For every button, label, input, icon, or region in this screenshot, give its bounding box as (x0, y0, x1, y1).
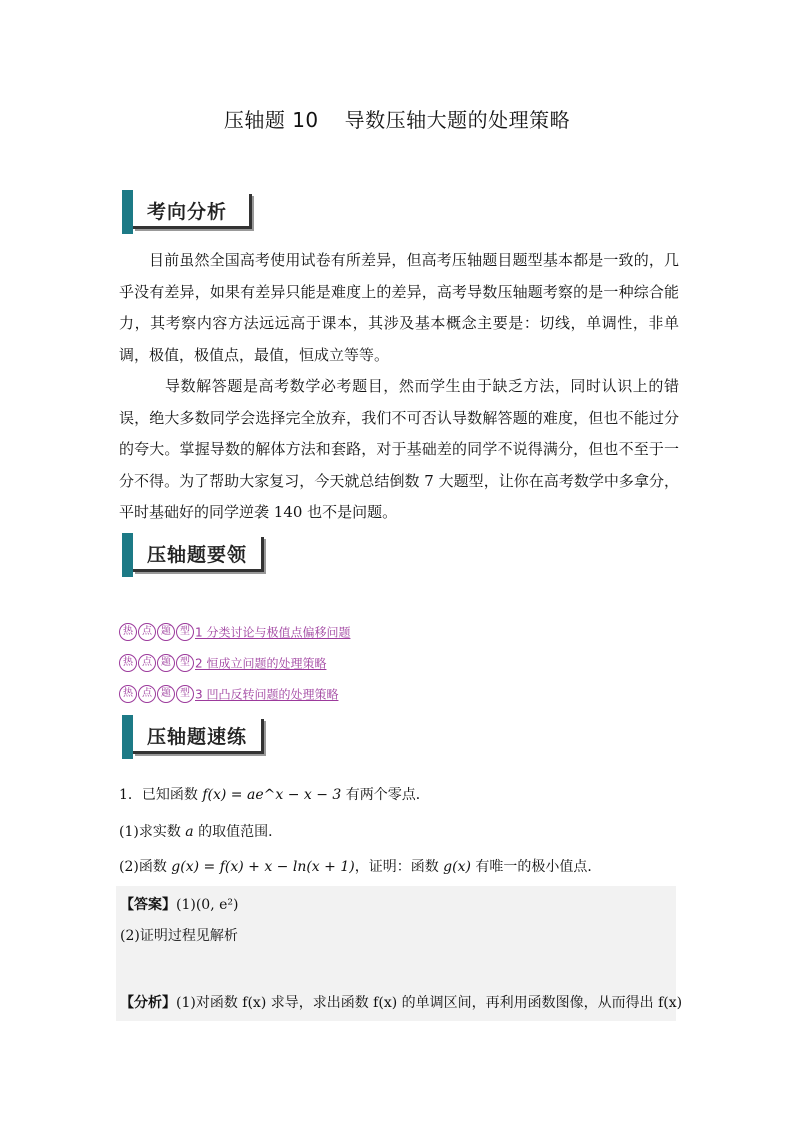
banner-bar (122, 533, 133, 577)
answer-row (120, 894, 238, 914)
answer-value: (1)(0, e²) (176, 897, 239, 913)
question-line-1 (119, 784, 430, 804)
banner-bar (122, 190, 133, 234)
question-line-2 (119, 821, 282, 841)
question-text: (2)函数 (119, 859, 172, 875)
hot-char: 题 (157, 654, 175, 672)
hot-topic-link-1[interactable] (119, 623, 350, 641)
hot-char: 型 (176, 654, 194, 672)
banner-bar (122, 715, 133, 759)
question-line-3 (119, 856, 601, 876)
math-formula: g(x) = f(x) + x − ln(x + 1) (171, 859, 355, 875)
hot-char: 热 (119, 623, 137, 641)
hot-topic-link-2[interactable] (119, 654, 326, 672)
hot-char: 点 (138, 685, 156, 703)
title-part1: 压轴题 10 (223, 108, 319, 132)
answer-line-2: (2)证明过程见解析 (120, 928, 238, 944)
math-formula: g(x) (443, 859, 471, 875)
hot-topic-link-3[interactable] (119, 685, 338, 703)
analysis-label: 【分析】 (120, 995, 176, 1011)
hot-char: 热 (119, 685, 137, 703)
math-formula: f(x) = ae^x − x − 3 (202, 787, 342, 803)
intro-text (119, 245, 679, 529)
math-variable: a (185, 824, 194, 840)
banner-label: 压轴题要领 (147, 544, 248, 566)
hot-topic-text[interactable]: 3 凹凸反转问题的处理策略 (195, 687, 339, 702)
question-text: (1)求实数 (119, 824, 186, 840)
intro-paragraph-2: 导数解答题是高考数学必考题目，然而学生由于缺乏方法，同时认识上的错误，绝大多数同学会选择完全放弃，我们不可否认导数解答题的难度，但也不能过分的夸大。掌握导数的解体方法和套路，对于基础差的同学不说得满分，但也不至于一分不得。为了帮助大家复习，今天就总结倒数 7 大题型，让你在高考数学中多拿分，平时基础好的同学逆袭 140 也不是问题。 (119, 377, 679, 521)
intro-paragraph-1: 目前虽然全国高考使用试卷有所差异，但高考压轴题目题型基本都是一致的，几乎没有差异，如果有差异只能是难度上的差异，高考导数压轴题考察的是一种综合能力，其考察内容方法远远高于课本，其涉及基本概念主要是：切线，单调性，非单调，极值，极值点，最值，恒成立等等。 (119, 251, 679, 364)
analysis-text: (1)对函数 f(x) 求导，求出函数 f(x) 的单调区间，再利用函数图像，从而得出 f(x) (176, 995, 683, 1011)
question-text: 有唯一的极小值点． (470, 859, 602, 875)
question-text: 有两个零点． (341, 787, 430, 803)
banner-box (133, 719, 264, 754)
banner-box (133, 537, 264, 572)
banner-label: 考向分析 (147, 201, 228, 223)
hot-char: 题 (157, 685, 175, 703)
banner-box (133, 194, 252, 229)
hot-char: 型 (176, 685, 194, 703)
hot-char: 点 (138, 623, 156, 641)
hot-topic-text[interactable]: 1 分类讨论与极值点偏移问题 (195, 625, 351, 640)
hot-char: 点 (138, 654, 156, 672)
title-part2: 导数压轴大题的处理策略 (344, 108, 571, 132)
question-text: 1．已知函数 (119, 787, 203, 803)
page-title (0, 104, 794, 133)
question-text: 的取值范围． (193, 824, 283, 840)
hot-topic-text[interactable]: 2 恒成立问题的处理策略 (195, 656, 327, 671)
answer-box (116, 886, 683, 1021)
banner-label: 压轴题速练 (147, 726, 248, 748)
hot-char: 热 (119, 654, 137, 672)
analysis-row (120, 992, 682, 1012)
hot-char: 题 (157, 623, 175, 641)
hot-char: 型 (176, 623, 194, 641)
question-text: ，证明：函数 (354, 859, 444, 875)
answer-label: 【答案】 (120, 897, 176, 913)
